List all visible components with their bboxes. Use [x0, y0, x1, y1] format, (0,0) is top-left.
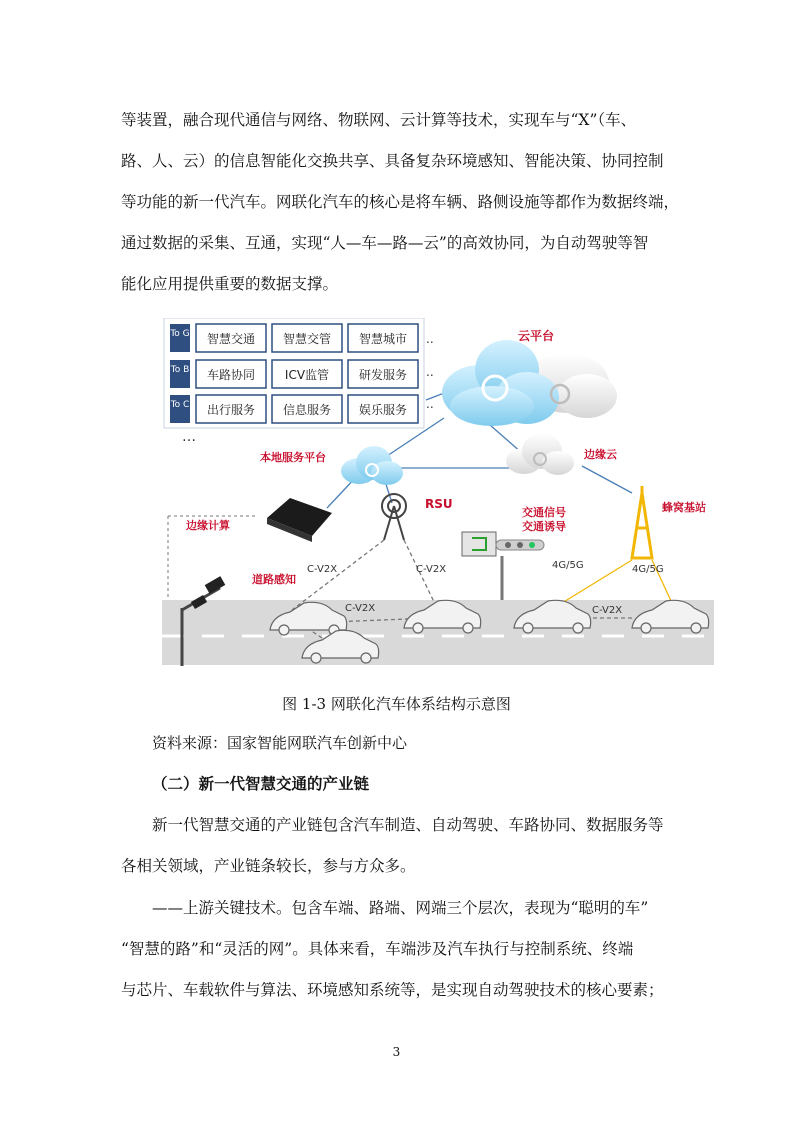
label-traffic-signal-1: 交通信号 — [522, 506, 566, 519]
label-cv2x-1: C-V2X — [307, 564, 338, 575]
section-heading: （二）新一代智慧交通的产业链 — [152, 774, 370, 793]
body-bottom-line-2: 各相关领域，产业链条较长，参与方众多。 — [121, 857, 416, 875]
cell-smart-city: 智慧城市 — [358, 332, 408, 346]
v2x-architecture-figure — [162, 318, 714, 668]
cell-tower-icon — [632, 486, 652, 558]
label-cloud-platform: 云平台 — [518, 329, 555, 343]
figure-caption: 图 1-3 网联化汽车体系结构示意图 — [282, 695, 511, 713]
cell-icv: ICV监管 — [284, 368, 330, 382]
body-line-4: 通过数据的采集、互通，实现“人—车—路—云”的高效协同，为自动驾驶等智 — [121, 234, 649, 252]
tag-to-g: To G — [170, 329, 190, 339]
cell-vehicle-road: 车路协同 — [206, 368, 256, 382]
page-number: 3 — [392, 1045, 401, 1059]
body-bottom-line-4: “智慧的路”和“灵活的网”。具体来看，车端涉及汽车执行与控制系统、终端 — [121, 940, 634, 958]
cell-smart-traffic-mgmt: 智慧交管 — [282, 332, 332, 346]
dots-row-3: .. — [426, 397, 434, 411]
dots-row-2: .. — [426, 365, 434, 379]
body-bottom-line-1: 新一代智慧交通的产业链包含汽车制造、自动驾驶、车路协同、数据服务等 — [152, 816, 664, 834]
label-road-sensing: 道路感知 — [252, 573, 296, 586]
body-line-5: 能化应用提供重要的数据支撑。 — [121, 275, 339, 293]
traffic-signal-icon — [462, 532, 544, 603]
cell-travel: 出行服务 — [206, 403, 256, 417]
label-traffic-signal-2: 交通诱导 — [522, 520, 566, 533]
cell-smart-traffic: 智慧交通 — [206, 332, 256, 346]
label-local-platform: 本地服务平台 — [260, 451, 326, 464]
label-base-station: 蜂窝基站 — [662, 501, 706, 514]
edge-compute-device-icon — [267, 498, 332, 542]
tag-to-c: To C — [170, 400, 190, 410]
label-net-1: 4G/5G — [552, 560, 584, 571]
cell-entertainment: 娱乐服务 — [358, 403, 408, 417]
tag-to-b: To B — [170, 365, 190, 375]
label-edge-compute: 边缘计算 — [186, 519, 230, 532]
edge-cloud-icon — [506, 433, 574, 475]
cloud-platform-icon — [442, 340, 617, 426]
label-edge-cloud: 边缘云 — [584, 448, 617, 461]
rsu-tower-icon — [382, 494, 406, 540]
figure-source: 资料来源：国家智能网联汽车创新中心 — [152, 734, 408, 752]
dots-row-1: .. — [426, 332, 434, 346]
label-cv2x-4: C-V2X — [592, 605, 623, 616]
body-line-1: 等装置，融合现代通信与网络、物联网、云计算等技术，实现车与“X”（车、 — [121, 111, 637, 129]
body-bottom-line-5: 与芯片、车载软件与算法、环境感知系统等，是实现自动驾驶技术的核心要素； — [121, 981, 664, 999]
label-cv2x-3: C-V2X — [345, 603, 376, 614]
cell-info: 信息服务 — [282, 403, 332, 417]
body-bottom-line-3: ——上游关键技术。包含车端、路端、网端三个层次，表现为“聪明的车” — [152, 899, 649, 917]
label-cv2x-2: C-V2X — [416, 564, 447, 575]
label-rsu: RSU — [425, 497, 453, 511]
dots-bottom: … — [182, 429, 196, 445]
cell-rd: 研发服务 — [358, 368, 408, 382]
label-net-2: 4G/5G — [632, 564, 664, 575]
body-line-3: 等功能的新一代汽车。网联化汽车的核心是将车辆、路侧设施等都作为数据终端， — [121, 193, 680, 211]
body-line-2: 路、人、云）的信息智能化交换共享、具备复杂环境感知、智能决策、协同控制 — [121, 152, 664, 170]
